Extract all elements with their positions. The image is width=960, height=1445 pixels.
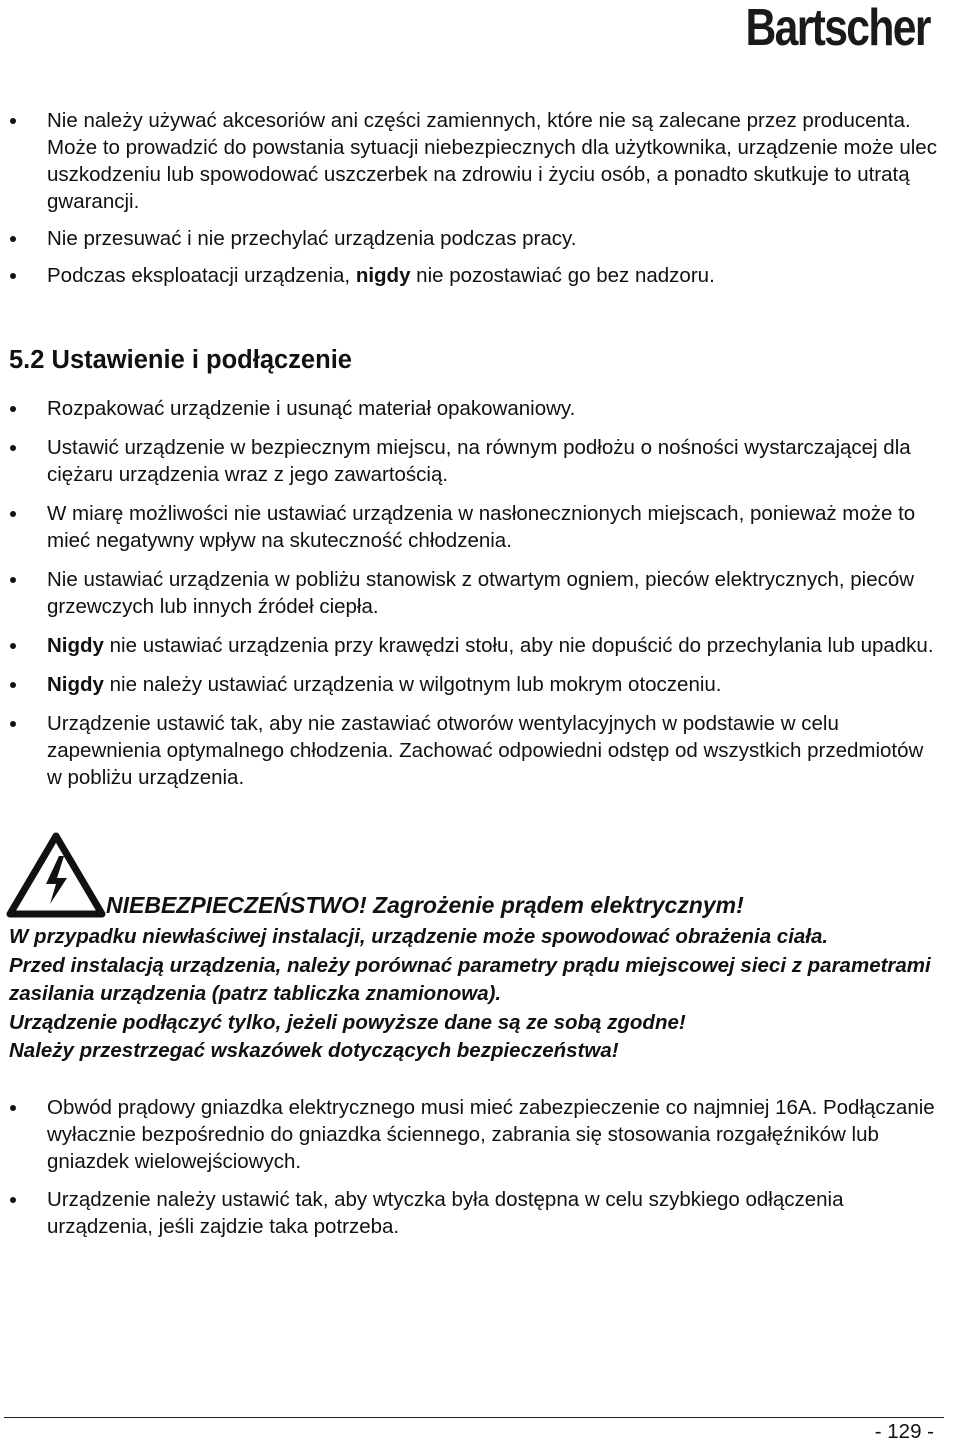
list-item: Nie ustawiać urządzenia w pobliżu stanowisk z otwartym ogniem, pieców elektrycznych, pieców grzewczych lub innych źródeł ciepła. bbox=[0, 566, 960, 620]
list-item: Obwód prądowy gniazdka elektrycznego musi mieć zabezpieczenie co najmniej 16A. Podłączanie wyłacznie bezpośrednio do gniazdka ściennego, zabrania się stosowania rozgałęźników lub gniazdek wielowejściowych. bbox=[0, 1094, 960, 1175]
list-item: Nigdy nie ustawiać urządzenia przy krawędzi stołu, aby nie dopuścić do przechylania lub upadku. bbox=[0, 632, 960, 659]
danger-title: NIEBEZPIECZEŃSTWO! Zagrożenie prądem elektrycznym! bbox=[106, 892, 744, 918]
page-number: - 129 - bbox=[874, 1420, 934, 1443]
danger-line: W przypadku niewłaściwej instalacji, urządzenie może spowodować obrażenia ciała. bbox=[9, 925, 829, 948]
danger-text bbox=[9, 923, 960, 1066]
electrical-list bbox=[0, 1094, 960, 1251]
list-item: Urządzenie ustawić tak, aby nie zastawiać otworów wentylacyjnych w podstawie w celu zapewnienia optymalnego chłodzenia. Zachować odpowiedni odstęp od wszystkich przedmiotów w pobliżu urządzenia. bbox=[0, 710, 960, 791]
list-item: Ustawić urządzenie w bezpiecznym miejscu, na równym podłożu o nośności wystarczającej dla ciężaru urządzenia wraz z jego zawartością. bbox=[0, 434, 960, 488]
section-title: 5.2 Ustawienie i podłączenie bbox=[9, 346, 352, 374]
list-item: Rozpakować urządzenie i usunąć materiał opakowaniowy. bbox=[0, 395, 960, 422]
list-item: Urządzenie należy ustawić tak, aby wtyczka była dostępna w celu szybkiego odłączenia urządzenia, jeśli zajdzie taka potrzeba. bbox=[0, 1186, 960, 1240]
safety-list bbox=[0, 107, 960, 299]
danger-line: Należy przestrzegać wskazówek dotyczących bezpieczeństwa! bbox=[9, 1039, 619, 1062]
brand-logo: Bartscher bbox=[745, 0, 930, 57]
list-item: Nie przesuwać i nie przechylać urządzenia podczas pracy. bbox=[0, 225, 960, 252]
setup-list bbox=[0, 395, 960, 803]
danger-line: Przed instalacją urządzenia, należy porównać parametry prądu miejscowej sieci z parametrami zasilania urządzenia (patrz tabliczka znamionowa). bbox=[9, 953, 931, 1005]
high-voltage-warning-icon bbox=[6, 832, 106, 918]
list-item: Podczas eksploatacji urządzenia, nigdy nie pozostawiać go bez nadzoru. bbox=[0, 262, 960, 289]
footer-divider bbox=[4, 1417, 944, 1418]
danger-line: Urządzenie podłączyć tylko, jeżeli powyższe dane są ze sobą zgodne! bbox=[9, 1010, 686, 1034]
list-item: Nie należy używać akcesoriów ani części zamiennych, które nie są zalecane przez producenta. Może to prowadzić do powstania sytuacji niebezpiecznych dla użytkownika, urządzenie może ulec uszkodzeniu lub spowodować uszczerbek na zdrowiu i życiu osób, a ponadto skutkuje to utratą gwarancji. bbox=[0, 107, 960, 215]
list-item: W miarę możliwości nie ustawiać urządzenia w nasłonecznionych miejscach, ponieważ może to mieć negatywny wpływ na skuteczność chłodzenia. bbox=[0, 500, 960, 554]
list-item: Nigdy nie należy ustawiać urządzenia w wilgotnym lub mokrym otoczeniu. bbox=[0, 671, 960, 698]
